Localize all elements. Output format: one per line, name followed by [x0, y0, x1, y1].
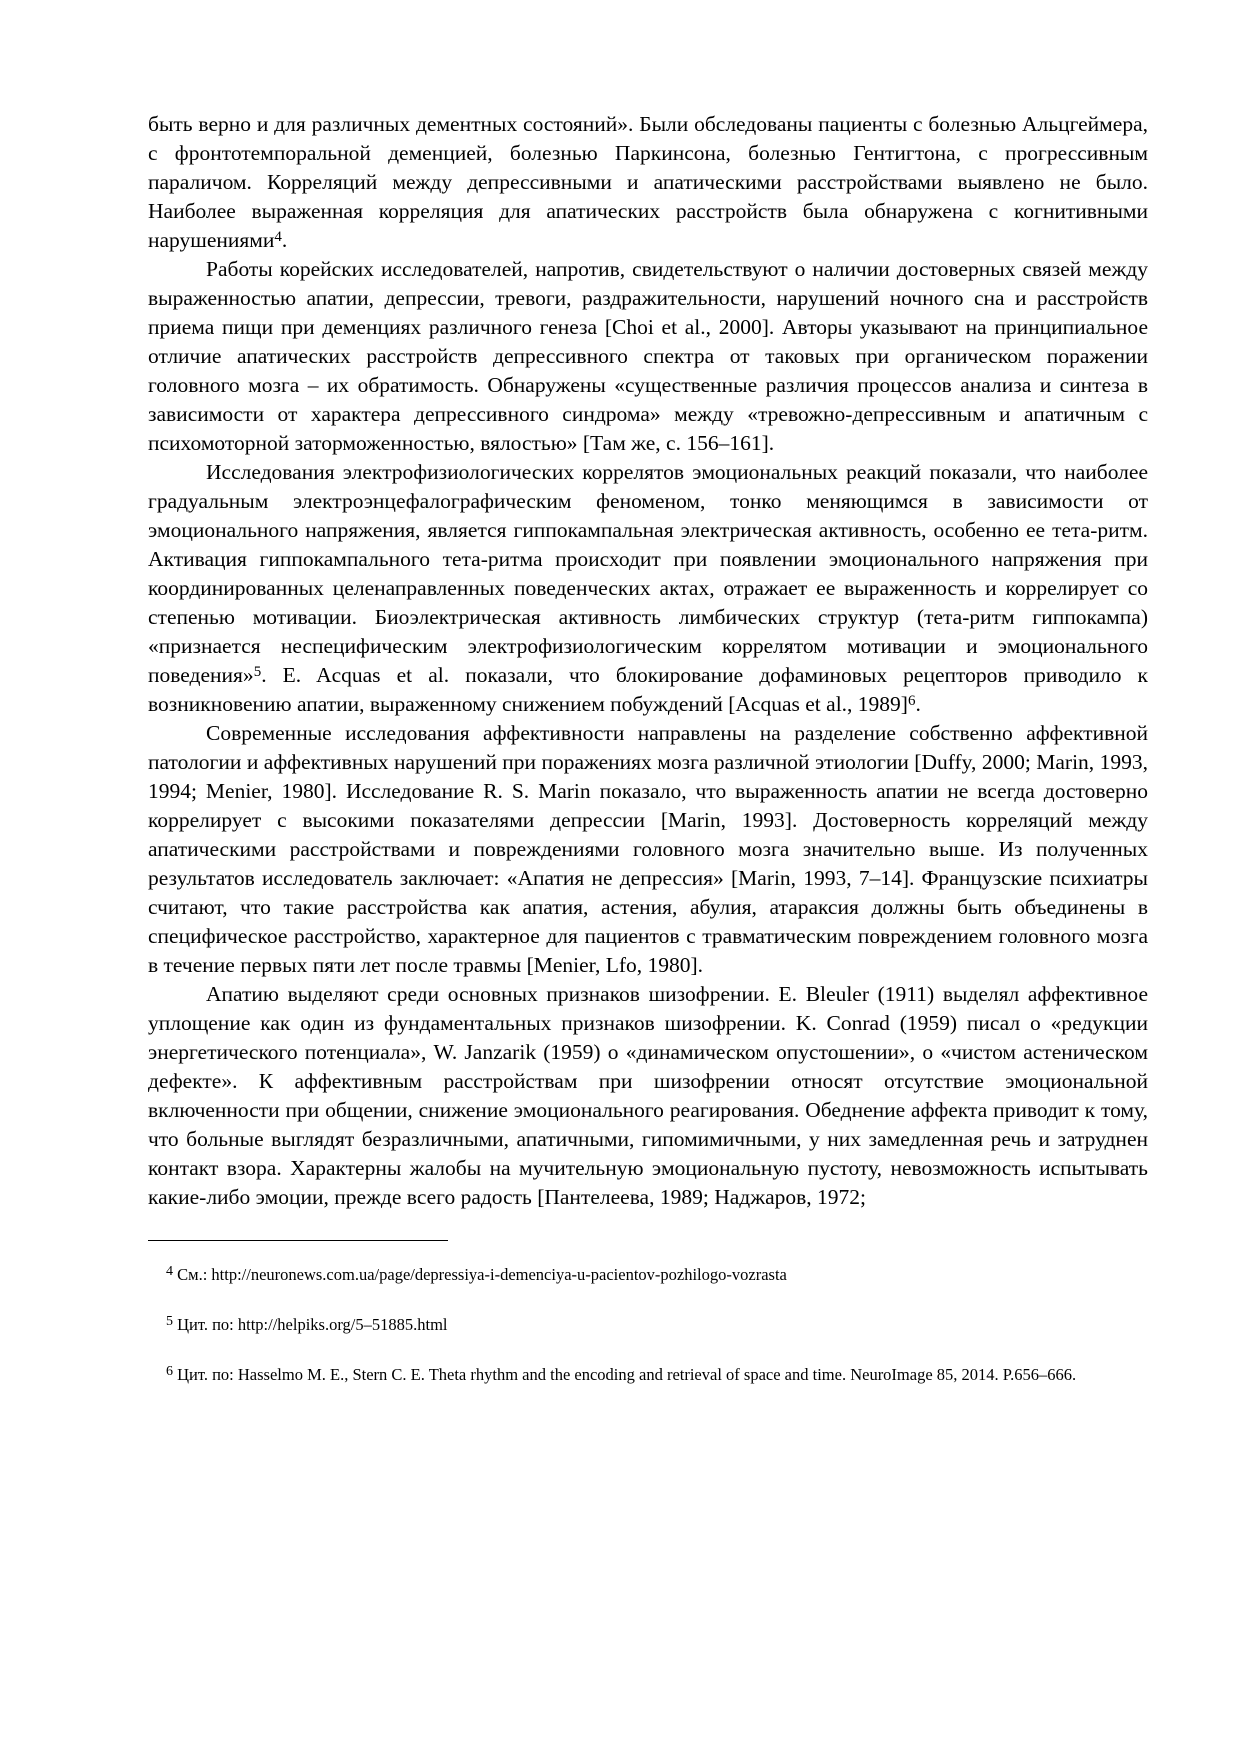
footnote-6	[148, 1363, 1148, 1387]
footnotes	[148, 1263, 1148, 1387]
footnote-number: 4	[166, 1264, 173, 1279]
paragraph-2: Работы корейских исследователей, напротив, свидетельствуют о наличии достоверных связей между выраженностью апатии, депрессии, тревоги, раздражительности, нарушений ночного сна и расстройств приема пищи при деменциях различного генеза [Choi et al., 2000]. Авторы указывают на принципиальное отличие апатических расстройств депрессивного спектра от таковых при органическом поражении головного мозга – их обратимость. Обнаружены «существенные различия процессов анализа и синтеза в зависимости от характера депрессивного синдрома» между «тревожно-депрессивным и апатичным с психомоторной заторможенностью, вялостью» [Там же, с. 156–161].	[148, 257, 1148, 455]
footnote-ref-5[interactable]: 5	[253, 664, 262, 680]
footnote-text: Цит. по: http://helpiks.org/5–51885.html	[177, 1315, 448, 1334]
footnote-5	[148, 1313, 1148, 1337]
document-page	[148, 110, 1148, 1413]
footnote-number: 6	[166, 1364, 173, 1379]
footnote-4	[148, 1263, 1148, 1287]
paragraph-3: Исследования электрофизиологических коррелятов эмоциональных реакций показали, что наиболее градуальным электроэнцефалографическим феноменом, тонко меняющимся в зависимости от эмоционального напряжения, является гиппокампальная электрическая активность, особенно ее тета-ритм. Активация гиппокампального тета-ритма происходит при появлении эмоционального напряжения при координированных целенаправленных поведенческих актах, отражает ее выраженность и коррелирует со степенью мотивации. Биоэлектрическая активность лимбических структур (тета-ритм гиппокампа) «признается неспецифическим электрофизиологическим коррелятом мотивации и эмоционального поведения»$^5$. E. Acquas et al. показали, что блокирование дофаминовых рецепторов приводило к возникновению апатии, выраженному снижением побуждений [Acquas et al., 1989]$^6$.	[148, 460, 1148, 716]
body-text	[148, 110, 1148, 1212]
footnote-separator	[148, 1240, 448, 1241]
paragraph-4: Современные исследования аффективности направлены на разделение собственно аффективной патологии и аффективных нарушений при поражениях мозга различной этиологии [Duffy, 2000; Marin, 1993, 1994; Menier, 1980]. Исследование R. S. Marin показало, что выраженность апатии не всегда достоверно коррелирует с высокими показателями депрессии [Marin, 1993]. Достоверность корреляций между апатическими расстройствами и повреждениями головного мозга значительно выше. Из полученных результатов исследователь заключает: «Апатия не депрессия» [Marin, 1993, 7–14]. Французские психиатры считают, что такие расстройства как апатия, астения, абулия, атараксия должны быть объединены в специфическое расстройство, характерное для пациентов с травматическим повреждением головного мозга в течение первых пяти лет после травмы [Menier, Lfo, 1980].	[148, 721, 1148, 977]
footnote-ref-4[interactable]: 4	[274, 229, 282, 245]
footnote-text: См.: http://neuronews.com.ua/page/depressiya-i-demenciya-u-pacientov-pozhilogo-vozrasta	[177, 1265, 787, 1284]
paragraph-1: быть верно и для различных дементных состояний». Были обследованы пациенты с болезнью Альцгеймера, с фронтотемпоральной деменцией, болезнью Паркинсона, болезнью Гентигтона, с прогрессивным параличом. Корреляций между депрессивными и апатическими расстройствами выявлено не было. Наиболее выраженная корреляция для апатических расстройств была обнаружена с когнитивными нарушениями$^4$.	[148, 112, 1148, 252]
footnote-ref-6[interactable]: 6	[907, 693, 916, 709]
footnote-number: 5	[166, 1314, 173, 1329]
footnote-text: Цит. по: Hasselmo M. E., Stern C. E. Theta rhythm and the encoding and retrieval of space and time. NeuroImage 85, 2014. P.656–666.	[177, 1365, 1077, 1384]
paragraph-5: Апатию выделяют среди основных признаков шизофрении. E. Bleuler (1911) выделял аффективное уплощение как один из фундаментальных признаков шизофрении. K. Conrad (1959) писал о «редукции энергетического потенциала», W. Janzarik (1959) о «динамическом опустошении», о «чистом астеническом дефекте». К аффективным расстройствам при шизофрении относят отсутствие эмоциональной включенности при общении, снижение эмоционального реагирования. Обеднение аффекта приводит к тому, что больные выглядят безразличными, апатичными, гипомимичными, у них замедленная речь и затруднен контакт взора. Характерны жалобы на мучительную эмоциональную пустоту, невозможность испытывать какие-либо эмоции, прежде всего радость [Пантелеева, 1989; Наджаров, 1972;	[148, 982, 1148, 1209]
